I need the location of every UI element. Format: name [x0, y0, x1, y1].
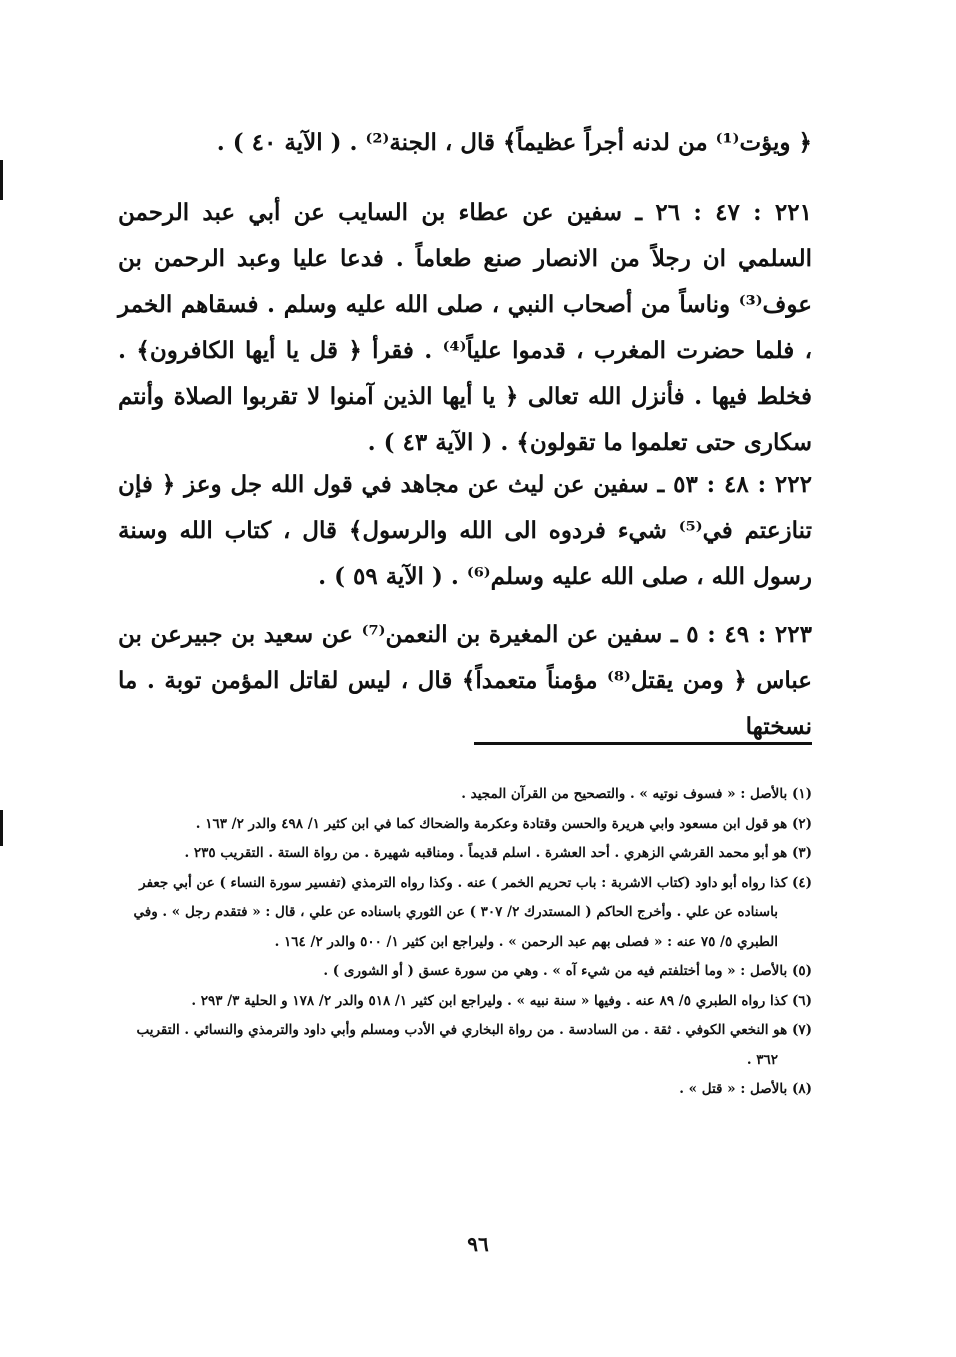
paragraph-verse-40: ﴿ ويؤت⁽¹⁾ من لدنه أجراً عظيماً﴾ قال ، الجنة⁽²⁾ . ( الآية ٤٠ ) .	[216, 129, 812, 156]
footnote-7: (٧) هو النخعي الكوفي . ثقة . من السادسة . من رواة البخاري في الأدب ومسلم وأبي داود والترمذي والنسائي . التقريب ٣٦٢ .	[136, 1022, 812, 1068]
scan-edge-mark-top	[0, 160, 3, 200]
footnote-2: (٢) هو قول ابن مسعود وابي هريرة والحسن وقتادة وعكرمة والضحاك كما في ابن كثير ١/ ٤٩٨ والدر ٢/ ١٦٣ .	[195, 815, 812, 832]
footnote-separator	[474, 742, 812, 745]
footnote-4: (٤) كذا رواه أبو داود (كتاب الاشربة : باب تحريم الخمر ) عنه . وكذا رواه الترمذي (تفسير سورة النساء ) عن أبي جعفر باسناده عن علي . وأخرج الحاكم ( المستدرك ٢/ ٣٠٧ ) عن الثوري باسناده عن علي ، قال : « فتقدم رجل » . وفي الطبري ٥/ ٧٥ عنه : « فصلى بهم عبد الرحمن » . وليراجع ابن كثير ١/ ٥٠٠ والدر ٢/ ١٦٤ .	[133, 874, 812, 950]
footnote-8: (٨) بالأصل : « قتل » .	[679, 1081, 812, 1097]
footnotes-list	[118, 780, 812, 1105]
footnote-5: (٥) بالأصل : « وما أختلفتم فيه من شيء آه » . وهي من سورة عسق ( أو الشورى ) .	[323, 963, 812, 979]
footnote-1: (١) بالأصل : « فسوف نوتيه » . والتصحيح من القرآن المجيد .	[461, 786, 812, 802]
paragraph-222: ٢٢٢ : ٤٨ : ٥٣ ـ سفين عن ليث عن مجاهد في قول الله جل وعز ﴿ فإن تنازعتم في⁽⁵⁾ شيء فردوه الى الله والرسول﴾ قال ، كتاب الله وسنة رسول الله ، صلى الله عليه وسلم⁽⁶⁾ . ( الآية ٥٩ ) .	[118, 471, 812, 590]
paragraph-223: ٢٢٣ : ٤٩ : ٥ ـ سفين عن المغيرة بن النعمن⁽⁷⁾ عن سعيد بن جبيرعن بن عباس ﴿ ومن يقتل⁽⁸⁾ مؤمناً متعمداً﴾ قال ، ليس لقاتل المؤمن توبة . ما نسختها	[118, 621, 812, 740]
scan-edge-mark-bottom	[0, 810, 3, 846]
footnote-3: (٣) هو أبو محمد القرشي الزهري . أحد العشرة . اسلم قديماً . ومناقبه شهيرة . من رواة الستة . التقريب ٢٣٥ .	[184, 845, 812, 861]
footnote-6: (٦) كذا رواه الطبري ٥/ ٨٩ عنه . وفيها « سنة نبيه » . وليراجع ابن كثير ١/ ٥١٨ والدر ٢/ ١٧٨ و الحلية ٣/ ٢٩٣ .	[191, 992, 812, 1009]
paragraph-221: ٢٢١ : ٤٧ : ٢٦ ـ سفين عن عطاء بن السايب عن أبي عبد الرحمن السلمي ان رجلاً من الانصار صنع طعاماً . فدعا عليا وعبد الرحمن بن عوف⁽³⁾ وناساً من أصحاب النبي ، صلى الله عليه وسلم . فسقاهم الخمر ، فلما حضرت المغرب ، قدموا علياً⁽⁴⁾ . فقرأ ﴿ قل يا أيها الكافرون﴾ . فخلط فيها . فأنزل الله تعالى ﴿ يا أيها الذين آمنوا لا تقربوا الصلاة وأنتم سكارى حتى تعلموا ما تقولون﴾ . ( الآية ٤٣ ) .	[118, 199, 812, 456]
page-number: ٩٦	[467, 1232, 489, 1256]
